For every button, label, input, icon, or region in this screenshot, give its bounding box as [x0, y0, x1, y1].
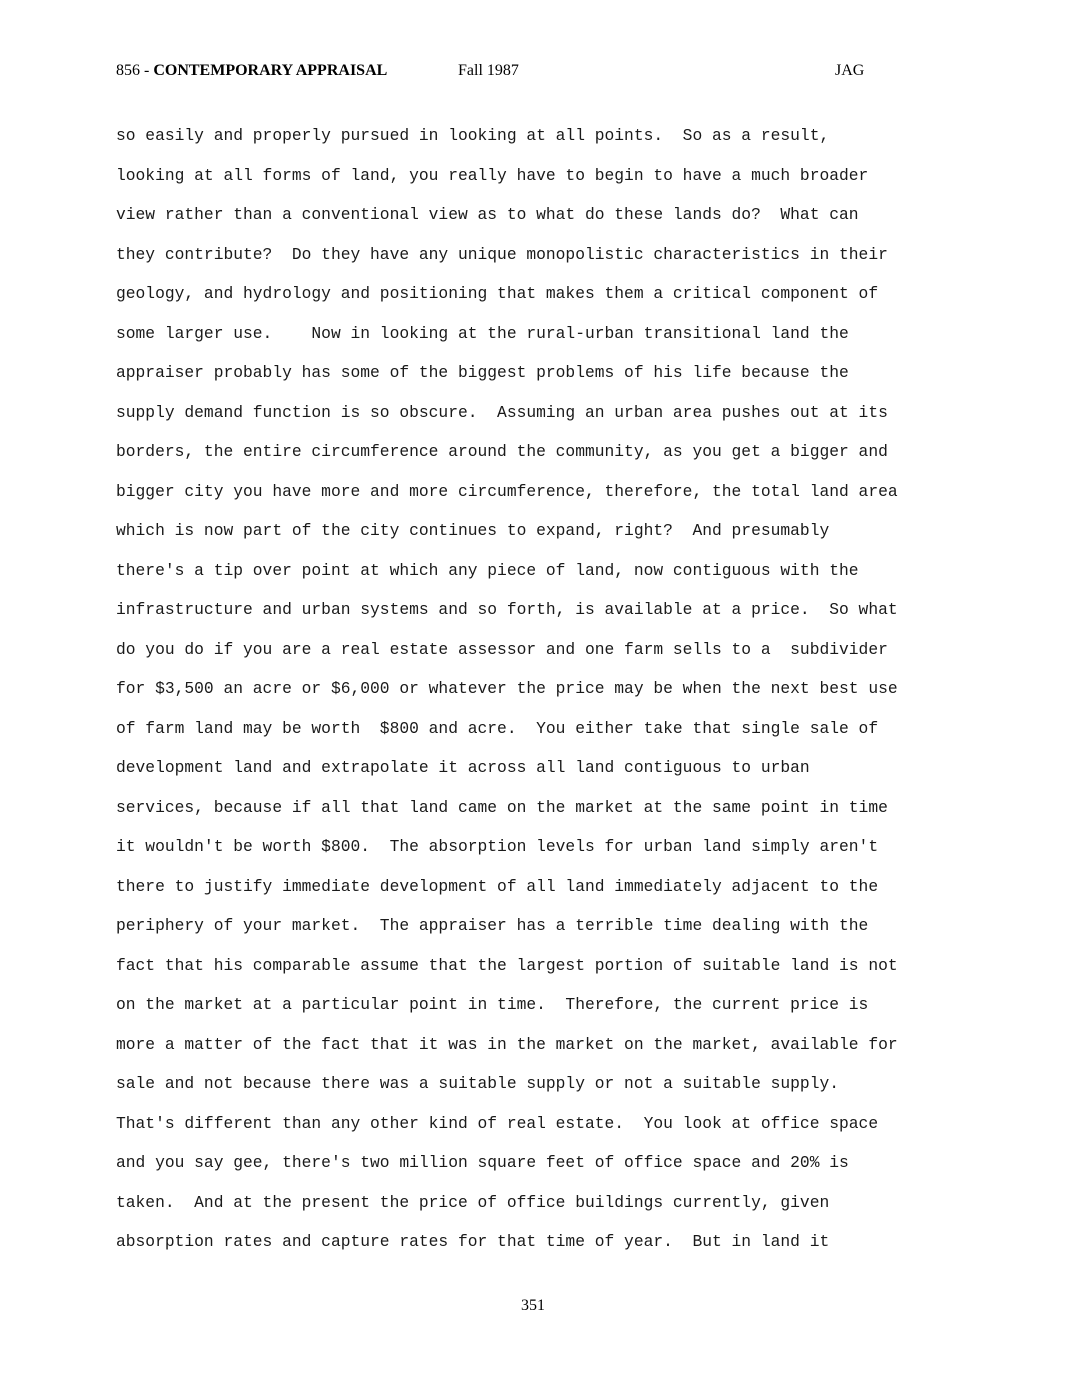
text-line: appraiser probably has some of the biggest problems of his life because the	[116, 363, 849, 382]
text-line: bigger city you have more and more circumference, therefore, the total land area	[116, 481, 898, 501]
text-line: they contribute? Do they have any unique monopolistic characteristics in their	[116, 244, 888, 264]
text-line: of farm land may be worth $800 and acre. You either take that single sale of	[116, 718, 879, 738]
text-line: periphery of your market. The appraiser has a terrible time dealing with the	[116, 916, 869, 935]
text-line: absorption rates and capture rates for that time of year. But in land it	[116, 1232, 830, 1251]
course-title: CONTEMPORARY APPRAISAL	[153, 62, 388, 79]
text-line: do you do if you are a real estate assessor and one farm sells to a subdivider	[116, 639, 888, 659]
text-line: there's a tip over point at which any piece of land, now contiguous with the	[116, 560, 859, 580]
text-line: view rather than a conventional view as to what do these lands do? What can	[116, 205, 859, 224]
text-line: taken. And at the present the price of office buildings currently, given	[116, 1192, 830, 1212]
text-line: That's different than any other kind of real estate. You look at office space	[116, 1113, 879, 1133]
text-line: supply demand function is so obscure. Assuming an urban area pushes out at its	[116, 402, 888, 422]
text-line: on the market at a particular point in time. Therefore, the current price is	[116, 995, 869, 1014]
course-number: 856 -	[116, 62, 154, 79]
text-line: geology, and hydrology and positioning that makes them a critical component of	[116, 284, 879, 303]
text-line: more a matter of the fact that it was in the market on the market, available for	[116, 1034, 898, 1054]
text-line: services, because if all that land came on the market at the same point in time	[116, 797, 888, 817]
text-line: development land and extrapolate it across all land contiguous to urban	[116, 758, 810, 777]
page-number: 351	[521, 1297, 545, 1314]
text-line: for $3,500 an acre or $6,000 or whatever the price may be when the next best use	[116, 679, 898, 698]
text-line: it wouldn't be worth $800. The absorption levels for urban land simply aren't	[116, 837, 879, 856]
text-line: looking at all forms of land, you really have to begin to have a much broader	[116, 165, 869, 185]
page-header	[0, 62, 1066, 86]
text-line: sale and not because there was a suitable supply or not a suitable supply.	[116, 1074, 840, 1093]
author-initials: JAG	[835, 62, 865, 79]
text-line: there to justify immediate development of all land immediately adjacent to the	[116, 876, 879, 896]
text-line: some larger use. Now in looking at the rural-urban transitional land the	[116, 323, 849, 343]
text-line: and you say gee, there's two million square feet of office space and 20% is	[116, 1153, 849, 1172]
text-line: which is now part of the city continues to expand, right? And presumably	[116, 521, 830, 540]
transcript-body	[116, 122, 1016, 1268]
text-line: fact that his comparable assume that the largest portion of suitable land is not	[116, 955, 898, 975]
text-line: borders, the entire circumference around the community, as you get a bigger and	[116, 442, 888, 461]
course-heading	[116, 62, 387, 80]
page-footer	[0, 1297, 1066, 1315]
term-label: Fall 1987	[458, 62, 519, 79]
text-line: so easily and properly pursued in looking at all points. So as a result,	[116, 126, 830, 145]
text-line: infrastructure and urban systems and so forth, is available at a price. So what	[116, 600, 898, 619]
